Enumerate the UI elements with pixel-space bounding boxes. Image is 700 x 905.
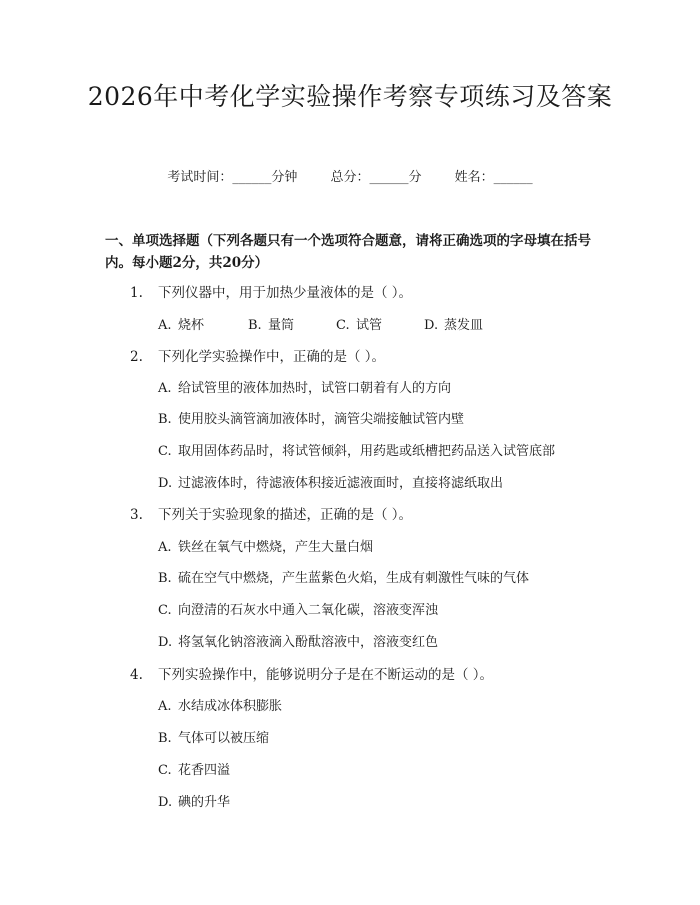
option-text: 取用固体药品时，将试管倾斜，用药匙或纸槽把药品送入试管底部 xyxy=(178,444,556,459)
name-label: 姓名： xyxy=(454,170,494,185)
option-text: 气体可以被压缩 xyxy=(178,731,270,746)
exam-meta-line xyxy=(0,168,700,188)
question-text: 下列实验操作中，能够说明分子是在不断运动的是（ ）。 xyxy=(158,667,494,683)
option-text: 蒸发皿 xyxy=(444,318,484,333)
option-c xyxy=(158,601,438,621)
option-b xyxy=(248,316,294,336)
name-blank: ______ xyxy=(493,170,533,185)
score-label: 总分： xyxy=(330,170,370,185)
option-letter: D. xyxy=(158,476,173,491)
option-letter: C. xyxy=(336,318,350,333)
option-d xyxy=(158,474,503,494)
section-heading: 一、单项选择题（下列各题只有一个选项符合题意，请将正确选项的字母填在括号内。每小题2分，共20分） xyxy=(105,233,591,271)
option-a xyxy=(158,316,204,336)
option-text: 花香四溢 xyxy=(178,763,231,778)
page-title: 2026年中考化学实验操作考察专项练习及答案 xyxy=(87,82,613,111)
option-letter: A. xyxy=(158,699,172,714)
score-blank: ______ xyxy=(369,170,409,185)
option-letter: A. xyxy=(158,381,172,396)
option-c xyxy=(158,442,555,462)
option-text: 铁丝在氧气中燃烧，产生大量白烟 xyxy=(178,540,374,555)
option-letter: D. xyxy=(158,795,173,810)
question-3 xyxy=(130,505,412,525)
option-letter: B. xyxy=(158,571,172,586)
option-d xyxy=(158,633,438,653)
question-4 xyxy=(130,665,493,685)
question-text: 下列化学实验操作中，正确的是（ ）。 xyxy=(158,349,386,365)
option-text: 给试管里的液体加热时，试管口朝着有人的方向 xyxy=(178,381,452,396)
option-a xyxy=(158,379,451,399)
option-text: 使用胶头滴管滴加液体时，滴管尖端接触试管内壁 xyxy=(178,412,465,427)
option-text: 将氢氧化钠溶液滴入酚酞溶液中，溶液变红色 xyxy=(178,635,439,650)
question-number: 2. xyxy=(130,349,143,365)
option-text: 量筒 xyxy=(268,318,295,333)
option-text: 向澄清的石灰水中通入二氧化碳，溶液变浑浊 xyxy=(178,603,439,618)
time-label: 考试时间： xyxy=(167,170,233,185)
option-text: 烧杯 xyxy=(178,318,205,333)
option-text: 硫在空气中燃烧，产生蓝紫色火焰，生成有刺激性气味的气体 xyxy=(178,571,530,586)
option-text: 碘的升华 xyxy=(178,795,231,810)
option-a xyxy=(158,538,373,558)
option-b xyxy=(158,410,464,430)
option-letter: C. xyxy=(158,444,172,459)
option-letter: A. xyxy=(158,318,172,333)
option-c xyxy=(336,316,382,336)
question-number: 1. xyxy=(130,285,143,301)
option-c xyxy=(158,761,230,781)
option-a xyxy=(158,697,282,717)
option-letter: A. xyxy=(158,540,172,555)
option-b xyxy=(158,729,269,749)
option-letter: B. xyxy=(158,412,172,427)
score-unit: 分 xyxy=(408,170,422,185)
question-1 xyxy=(130,283,412,303)
option-text: 试管 xyxy=(356,318,383,333)
question-number: 3. xyxy=(130,507,143,523)
time-unit: 分钟 xyxy=(271,170,298,185)
option-d xyxy=(424,316,483,336)
option-text: 水结成冰体积膨胀 xyxy=(178,699,283,714)
option-letter: B. xyxy=(158,731,172,746)
question-text: 下列仪器中，用于加热少量液体的是（ ）。 xyxy=(158,285,413,301)
question-number: 4. xyxy=(130,667,143,683)
option-letter: D. xyxy=(158,635,173,650)
time-blank: ______ xyxy=(232,170,272,185)
option-b xyxy=(158,569,529,589)
question-text: 下列关于实验现象的描述，正确的是（ ）。 xyxy=(158,507,413,523)
option-letter: D. xyxy=(424,318,439,333)
option-d xyxy=(158,793,230,813)
question-2 xyxy=(130,347,385,367)
option-letter: B. xyxy=(248,318,262,333)
option-letter: C. xyxy=(158,763,172,778)
option-letter: C. xyxy=(158,603,172,618)
option-text: 过滤液体时，待滤液体积接近滤液面时，直接将滤纸取出 xyxy=(178,476,504,491)
